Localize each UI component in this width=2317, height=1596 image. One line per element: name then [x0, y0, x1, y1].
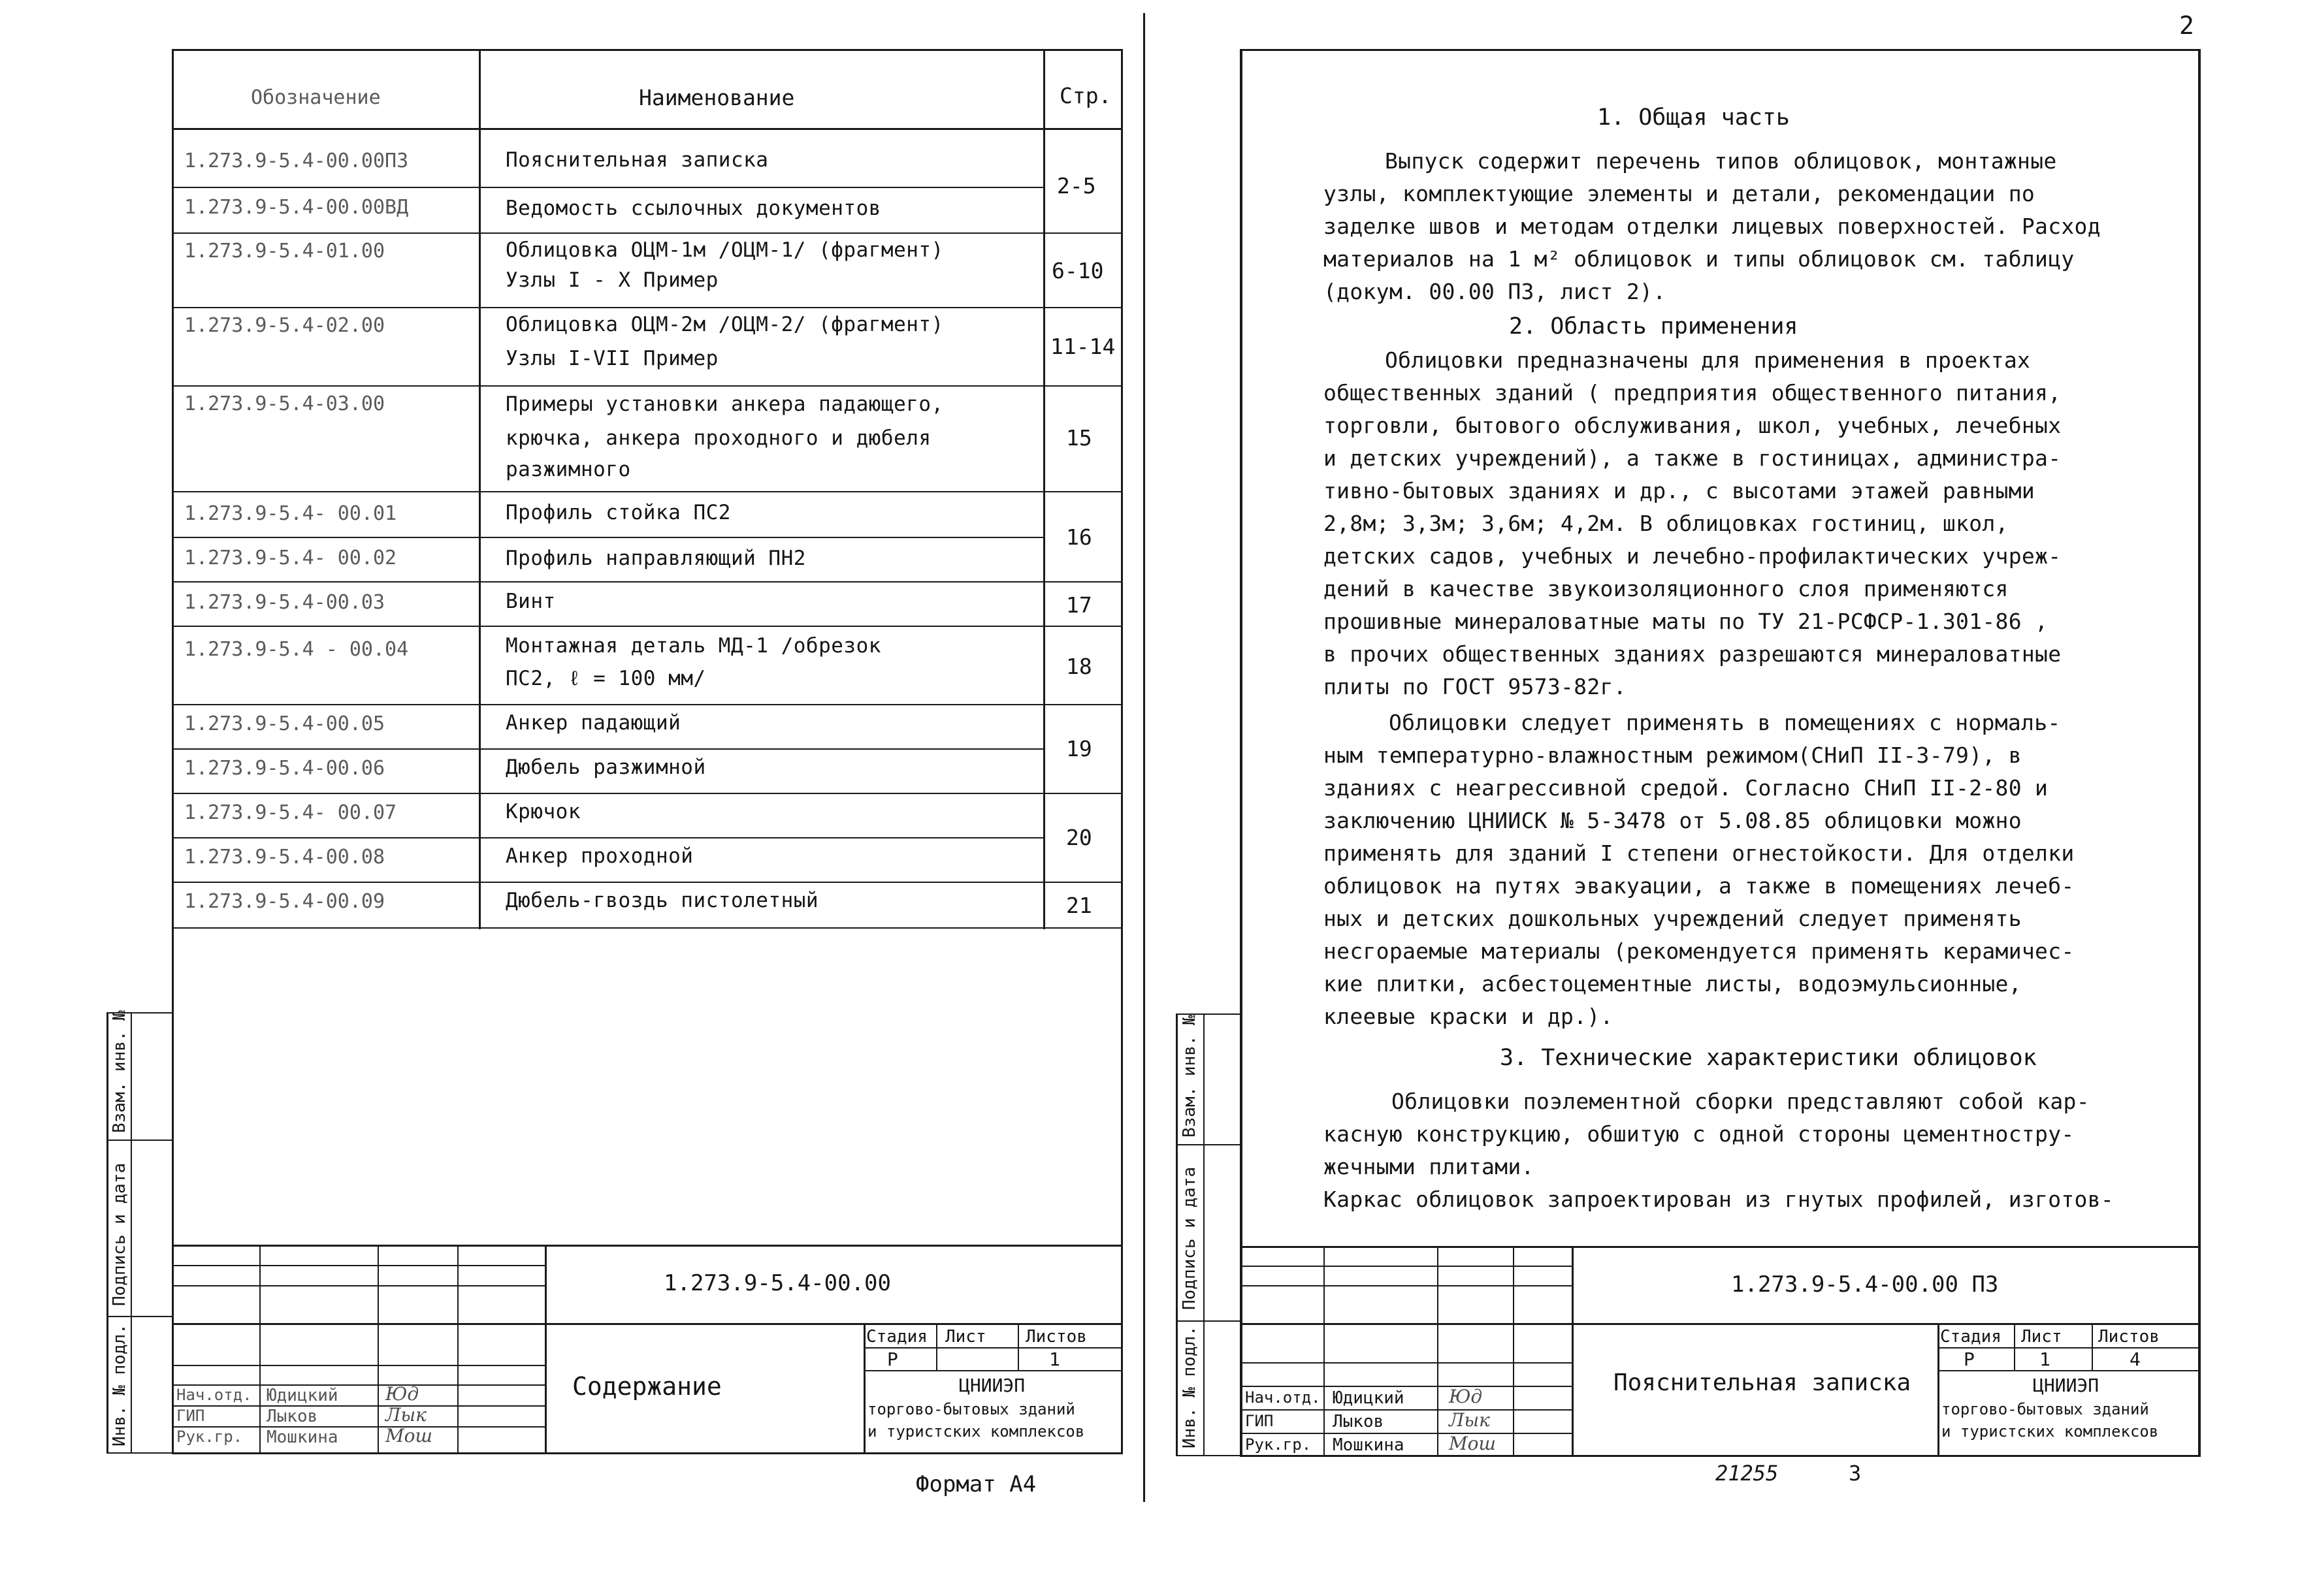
paragraph-line: детских садов, учебных и лечебно-профилактических учреж-	[1323, 543, 2062, 569]
paragraph-line: тивно-бытовых зданиях и др., с высотами этажей равными	[1323, 478, 2035, 503]
row-code: 1.273.9-5.4-01.00	[184, 240, 385, 263]
row-name: Профиль направляющий ПН2	[506, 547, 806, 570]
row-name: Облицовка ОЦМ-1м /ОЦМ-1/ (фрагмент)	[506, 238, 944, 262]
paragraph-line: клеевые краски и др.).	[1323, 1004, 1613, 1029]
row-code: 1.273.9-5.4-00.00ПЗ	[184, 150, 409, 172]
signature: Мош	[1449, 1433, 1497, 1454]
stamp-title: Содержание	[572, 1372, 722, 1401]
stamp-sheets-label: Листов	[1026, 1327, 1087, 1347]
row-code: 1.273.9-5.4- 00.02	[184, 547, 397, 569]
paragraph-line: Облицовки поэлементной сборки представляют собой кар-	[1391, 1089, 2090, 1114]
stamp-person: Юдицкий	[267, 1386, 338, 1405]
row-name: Анкер падающий	[506, 711, 681, 735]
stamp-person: Лыков	[1333, 1412, 1384, 1431]
paragraph-line: кие плитки, асбестоцементные листы, водоэмульсионные,	[1323, 971, 2022, 997]
footer-number: 21255	[1715, 1461, 1779, 1486]
paragraph-line: (докум. 00.00 ПЗ, лист 2).	[1323, 279, 1666, 304]
row-code: 1.273.9-5.4-03.00	[184, 392, 385, 415]
stamp-person: Мошкина	[1333, 1435, 1404, 1455]
row-page: 6-10	[1052, 258, 1104, 283]
stamp-doc-code: 1.273.9-5.4-00.00	[664, 1270, 891, 1296]
stamp-org: и туристских комплексов	[1941, 1422, 2159, 1441]
row-name: Профиль стойка ПС2	[506, 501, 731, 524]
column-header-designation: Обозначение	[251, 86, 381, 109]
paragraph-line: ным температурно-влажностным режимом(СНиП II-3-79), в	[1323, 742, 2022, 768]
row-name: ПС2, ℓ = 100 мм/	[506, 667, 706, 690]
paragraph-line: заключению ЦНИИСК № 5-3478 от 5.08.85 облицовки можно	[1323, 808, 2022, 833]
paragraph-line: и детских учреждений), а также в гостиницах, администра-	[1323, 445, 2062, 471]
row-page: 21	[1066, 893, 1092, 918]
paragraph-line: заделке швов и методам отделки лицевых поверхностей. Расход	[1323, 214, 2101, 239]
paragraph-line: 2,8м; 3,3м; 3,6м; 4,2м. В облицовках гостиниц, школ,	[1323, 511, 2009, 536]
row-name: Дюбель-гвоздь пистолетный	[506, 889, 819, 912]
stamp-title: Пояснительная записка	[1613, 1369, 1911, 1396]
stamp-sheet: 1	[2039, 1349, 2050, 1370]
side-label-replacement: Взам. инв. №	[1180, 1015, 1199, 1138]
side-label-inv: Инв. № подл.	[1180, 1326, 1199, 1448]
stamp-stage-label: Стадия	[866, 1327, 928, 1347]
stamp-stage: Р	[887, 1349, 898, 1370]
row-page: 19	[1066, 736, 1092, 761]
stamp-org: ЦНИИЭП	[959, 1375, 1026, 1396]
stamp-org: и туристских комплексов	[867, 1422, 1085, 1441]
paragraph-line: зданиях с неагрессивной средой. Согласно СНиП II-2-80 и	[1323, 775, 2049, 801]
row-name: Монтажная деталь МД-1 /обрезок	[506, 634, 881, 658]
stamp-role: ГИП	[176, 1407, 205, 1425]
paragraph-line: несгораемые материалы (рекомендуется применять керамичес-	[1323, 938, 2075, 964]
signature: Юд	[385, 1383, 419, 1405]
paragraph-line: дений в качестве звукоизоляционного слоя применяются	[1323, 576, 2009, 601]
row-code: 1.273.9-5.4-00.00ВД	[184, 196, 409, 219]
row-code: 1.273.9-5.4-00.03	[184, 591, 385, 614]
paragraph-line: общественных зданий ( предприятия общественного питания,	[1323, 380, 2062, 406]
section-title: 1. Общая часть	[1597, 104, 1790, 131]
paragraph-line: в прочих общественных зданиях разрешаются минераловатные	[1323, 641, 2062, 667]
row-code: 1.273.9-5.4-00.05	[184, 712, 385, 735]
row-code: 1.273.9-5.4-00.09	[184, 890, 385, 913]
paragraph-line: касную конструкцию, обшитую с одной стороны цементностру-	[1323, 1121, 2075, 1147]
paragraph-line: материалов на 1 м² облицовок и типы облицовок см. таблицу	[1323, 246, 2075, 272]
column-header-name: Наименование	[639, 85, 795, 110]
column-header-page: Стр.	[1060, 83, 1112, 108]
row-page: 20	[1066, 825, 1092, 850]
signature: Юд	[1449, 1386, 1483, 1407]
stamp-stage: Р	[1964, 1349, 1975, 1370]
stamp-sheets: 4	[2130, 1349, 2141, 1370]
stamp-person: Юдицкий	[1333, 1388, 1404, 1408]
row-name: Винт	[506, 590, 556, 613]
row-name: Примеры установки анкера падающего,	[506, 392, 944, 416]
row-name: Пояснительная записка	[506, 148, 769, 172]
page-number: 2	[2179, 11, 2194, 40]
side-label-replacement: Взам. инв. №	[110, 1010, 129, 1133]
row-name: Узлы I-VII Пример	[506, 347, 719, 370]
paragraph-line: Облицовки следует применять в помещениях с нормаль-	[1389, 710, 2061, 735]
stamp-person: Лыков	[267, 1407, 318, 1426]
section-title: 3. Технические характеристики облицовок	[1500, 1045, 2037, 1071]
side-label-inv: Инв. № подл.	[110, 1324, 129, 1446]
row-page: 17	[1066, 592, 1092, 618]
stamp-role: Нач.отд.	[1245, 1388, 1321, 1407]
stamp-doc-code: 1.273.9-5.4-00.00 ПЗ	[1731, 1271, 1999, 1298]
stamp-sheet-label: Лист	[2021, 1327, 2062, 1347]
signature: Лык	[385, 1404, 427, 1426]
stamp-person: Мошкина	[267, 1428, 338, 1447]
row-code: 1.273.9-5.4-00.08	[184, 846, 385, 869]
stamp-role: Рук.гр.	[1245, 1435, 1312, 1454]
stamp-sheets: 1	[1049, 1349, 1060, 1370]
stamp-org: ЦНИИЭП	[2033, 1375, 2099, 1396]
row-page: 11-14	[1050, 334, 1116, 359]
side-label-signature: Подпись и дата	[1180, 1166, 1199, 1310]
paragraph-line: прошивные минераловатные маты по ТУ 21-РСФСР-1.301-86 ,	[1323, 609, 2049, 634]
row-page: 15	[1066, 425, 1092, 451]
row-code: 1.273.9-5.4- 00.07	[184, 801, 397, 824]
paragraph-line: ных и детских дошкольных учреждений следует применять	[1323, 906, 2022, 931]
paragraph-line: Каркас облицовок запроектирован из гнутых профилей, изготов-	[1323, 1187, 2114, 1212]
paragraph-line: Облицовки предназначены для применения в проектах	[1385, 347, 2031, 373]
row-name: Дюбель разжимной	[506, 756, 706, 779]
row-code: 1.273.9-5.4- 00.01	[184, 502, 397, 525]
paragraph-line: облицовок на путях эвакуации, а также в помещениях лечеб-	[1323, 873, 2075, 899]
fold-line	[1143, 13, 1145, 1502]
stamp-sheet-label: Лист	[945, 1327, 986, 1347]
row-name: Узлы I - X Пример	[506, 268, 719, 292]
row-name: крючка, анкера проходного и дюбеля	[506, 426, 932, 450]
side-label-signature: Подпись и дата	[110, 1162, 129, 1306]
paragraph-line: торговли, бытового обслуживания, школ, учебных, лечебных	[1323, 413, 2062, 438]
stamp-role: ГИП	[1245, 1412, 1274, 1430]
paragraph-line: жечными плитами.	[1323, 1154, 1534, 1179]
row-name: Анкер проходной	[506, 844, 694, 868]
signature: Лык	[1449, 1409, 1490, 1431]
row-page: 16	[1066, 524, 1092, 550]
paragraph-line: узлы, комплектующие элементы и детали, рекомендации по	[1323, 181, 2035, 206]
row-code: 1.273.9-5.4 - 00.04	[184, 638, 409, 661]
stamp-sheets-label: Листов	[2098, 1327, 2160, 1347]
row-name: разжимного	[506, 458, 631, 481]
format-label: Формат А4	[916, 1471, 1037, 1497]
section-title: 2. Область применения	[1509, 313, 1798, 340]
footer-page: 3	[1849, 1461, 1862, 1486]
paragraph-line: плиты по ГОСТ 9573-82г.	[1323, 674, 1627, 699]
row-page: 18	[1066, 654, 1092, 679]
row-code: 1.273.9-5.4-00.06	[184, 757, 385, 780]
signature: Мош	[385, 1425, 433, 1446]
stamp-role: Нач.отд.	[176, 1386, 252, 1404]
row-name: Крючок	[506, 800, 581, 823]
stamp-org: торгово-бытовых зданий	[1941, 1400, 2149, 1418]
row-code: 1.273.9-5.4-02.00	[184, 314, 385, 337]
row-name: Ведомость ссылочных документов	[506, 197, 881, 220]
stamp-stage-label: Стадия	[1940, 1327, 2001, 1347]
row-name: Облицовка ОЦМ-2м /ОЦМ-2/ (фрагмент)	[506, 313, 944, 336]
stamp-org: торгово-бытовых зданий	[867, 1400, 1075, 1418]
paragraph-line: Выпуск содержит перечень типов облицовок, монтажные	[1385, 148, 2057, 174]
stamp-role: Рук.гр.	[176, 1428, 243, 1446]
row-page: 2-5	[1057, 173, 1096, 199]
paragraph-line: применять для зданий I степени огнестойкости. Для отделки	[1323, 840, 2075, 866]
